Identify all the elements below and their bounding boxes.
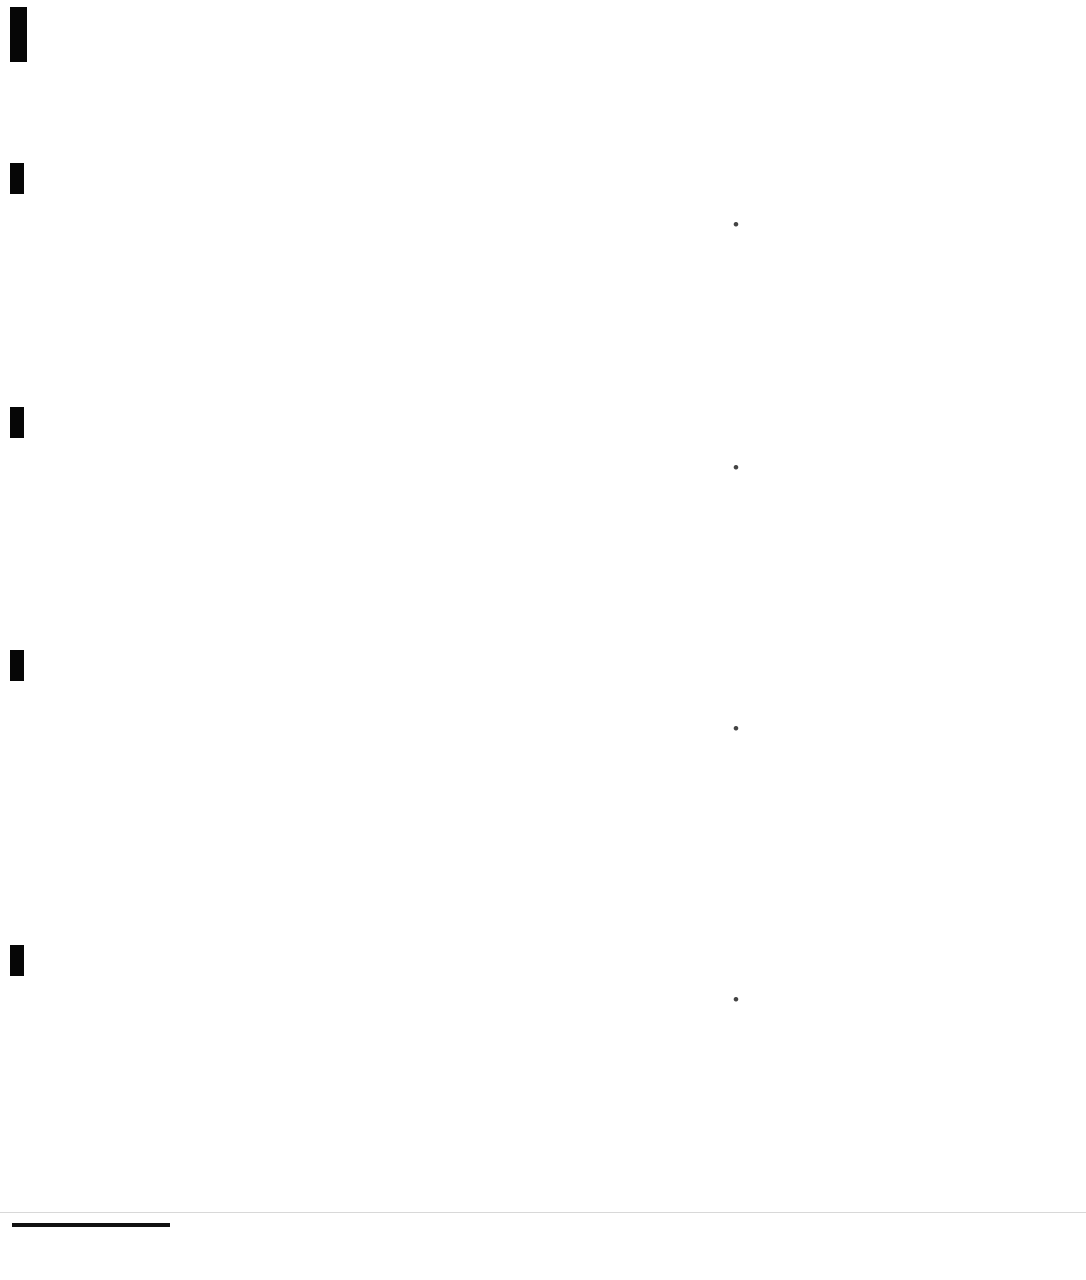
section4-title-highlight <box>10 945 24 976</box>
hi5-spread-line-chart <box>10 985 720 1185</box>
section3-title-highlight <box>10 650 24 681</box>
footer-divider <box>0 1212 1086 1213</box>
bullet-item-3 <box>733 716 1085 742</box>
section1-title-highlight <box>10 163 24 194</box>
section3-title <box>10 653 24 678</box>
bullet-dot: • <box>733 215 739 234</box>
bullet-dot: • <box>733 458 739 477</box>
bullet-item-2 <box>733 455 1085 481</box>
section2-title <box>10 410 24 435</box>
section1-title <box>10 166 31 191</box>
red-sea-impact-bar-chart <box>10 463 720 613</box>
page-title <box>10 8 1076 57</box>
section2-title-highlight <box>10 407 24 438</box>
total-volumes-bar-chart <box>450 710 702 902</box>
bullet-item-4 <box>733 987 1085 1013</box>
sp-global-logo-bar <box>12 1223 170 1227</box>
section4-title <box>10 948 24 973</box>
bullet-item-1 <box>733 212 1085 238</box>
port-volumes-bar-chart <box>10 713 442 888</box>
sts-bunkering-line-chart <box>10 200 720 400</box>
page-title-highlight <box>10 7 27 62</box>
bullet-dot: • <box>733 719 739 738</box>
bullet-dot: • <box>733 990 739 1009</box>
